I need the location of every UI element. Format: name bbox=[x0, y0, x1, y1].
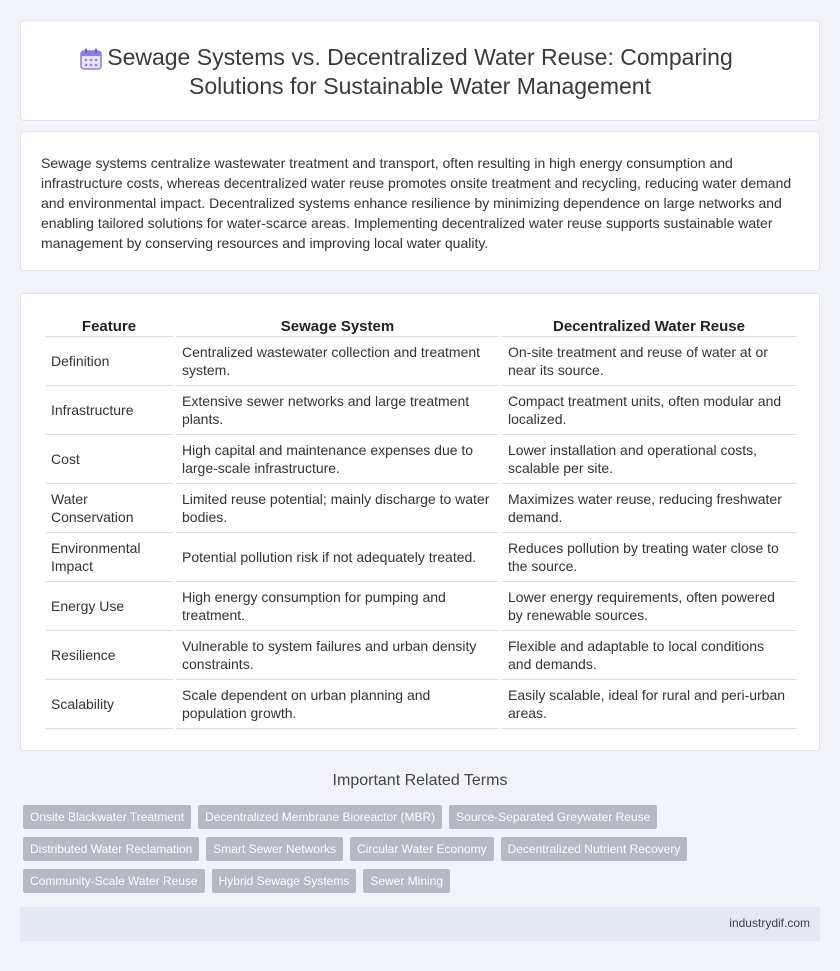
related-term-tag[interactable]: Source-Separated Greywater Reuse bbox=[449, 805, 657, 829]
feature-cell: Cost bbox=[45, 435, 173, 484]
related-term-tag[interactable]: Sewer Mining bbox=[363, 869, 450, 893]
table-row bbox=[45, 533, 796, 582]
header-feature: Feature bbox=[45, 312, 173, 337]
related-terms-list bbox=[23, 805, 723, 901]
sewage-cell: High capital and maintenance expenses due to large-scale infrastructure. bbox=[176, 435, 499, 484]
tag-row bbox=[23, 805, 723, 829]
related-term-tag[interactable]: Distributed Water Reclamation bbox=[23, 837, 199, 861]
reuse-cell: Lower installation and operational costs, scalable per site. bbox=[502, 435, 796, 484]
sewage-cell: Potential pollution risk if not adequately treated. bbox=[176, 533, 499, 582]
related-term-tag[interactable]: Onsite Blackwater Treatment bbox=[23, 805, 191, 829]
table-row bbox=[45, 435, 796, 484]
table-row bbox=[45, 337, 796, 386]
related-term-tag[interactable]: Circular Water Economy bbox=[350, 837, 494, 861]
related-terms-title: Important Related Terms bbox=[332, 772, 508, 789]
footer bbox=[20, 907, 820, 941]
feature-cell: Energy Use bbox=[45, 582, 173, 631]
sewage-cell: Extensive sewer networks and large treatment plants. bbox=[176, 386, 499, 435]
intro-card bbox=[20, 131, 820, 271]
feature-cell: Environmental Impact bbox=[45, 533, 173, 582]
related-term-tag[interactable]: Decentralized Nutrient Recovery bbox=[501, 837, 688, 861]
related-term-tag[interactable]: Smart Sewer Networks bbox=[206, 837, 343, 861]
page-title: Sewage Systems vs. Decentralized Water Reuse: Comparing Solutions for Sustainable Water Management bbox=[107, 44, 733, 99]
feature-cell: Definition bbox=[45, 337, 173, 386]
feature-cell: Resilience bbox=[45, 631, 173, 680]
reuse-cell: On-site treatment and reuse of water at or near its source. bbox=[502, 337, 796, 386]
header-decentralized-reuse: Decentralized Water Reuse bbox=[502, 312, 796, 337]
reuse-cell: Reduces pollution by treating water close to the source. bbox=[502, 533, 796, 582]
reuse-cell: Easily scalable, ideal for rural and peri-urban areas. bbox=[502, 680, 796, 729]
tag-row bbox=[23, 837, 723, 861]
sewage-cell: Vulnerable to system failures and urban density constraints. bbox=[176, 631, 499, 680]
intro-text: Sewage systems centralize wastewater treatment and transport, often resulting in high energy consumption and infrastructure costs, whereas decentralized water reuse promotes onsite treatment and recycling, reducing water demand and environmental impact. Decentralized systems enhance resilience by minimizing dependence on large networks and enabling tailored solutions for water-scarce areas. Implementing decentralized water reuse supports sustainable water management by conserving resources and improving local water quality. bbox=[41, 155, 792, 251]
comparison-table-card bbox=[20, 293, 820, 751]
sewage-cell: Limited reuse potential; mainly discharge to water bodies. bbox=[176, 484, 499, 533]
header-sewage-system: Sewage System bbox=[176, 312, 499, 337]
feature-cell: Scalability bbox=[45, 680, 173, 729]
reuse-cell: Lower energy requirements, often powered by renewable sources. bbox=[502, 582, 796, 631]
sewage-cell: Centralized wastewater collection and treatment system. bbox=[176, 337, 499, 386]
table-row bbox=[45, 582, 796, 631]
table-row bbox=[45, 484, 796, 533]
table-header-row bbox=[45, 312, 796, 337]
reuse-cell: Flexible and adaptable to local conditions and demands. bbox=[502, 631, 796, 680]
related-term-tag[interactable]: Community-Scale Water Reuse bbox=[23, 869, 205, 893]
title-card bbox=[20, 20, 820, 121]
related-term-tag[interactable]: Hybrid Sewage Systems bbox=[212, 869, 357, 893]
reuse-cell: Compact treatment units, often modular and localized. bbox=[502, 386, 796, 435]
table-row bbox=[45, 386, 796, 435]
reuse-cell: Maximizes water reuse, reducing freshwater demand. bbox=[502, 484, 796, 533]
table-row bbox=[45, 631, 796, 680]
sewage-cell: Scale dependent on urban planning and population growth. bbox=[176, 680, 499, 729]
related-term-tag[interactable]: Decentralized Membrane Bioreactor (MBR) bbox=[198, 805, 442, 829]
table-row bbox=[45, 680, 796, 729]
sewage-cell: High energy consumption for pumping and treatment. bbox=[176, 582, 499, 631]
footer-site-link[interactable]: industrydif.com bbox=[729, 916, 810, 930]
comparison-table bbox=[42, 312, 799, 729]
tag-row bbox=[23, 869, 723, 893]
feature-cell: Water Conservation bbox=[45, 484, 173, 533]
feature-cell: Infrastructure bbox=[45, 386, 173, 435]
